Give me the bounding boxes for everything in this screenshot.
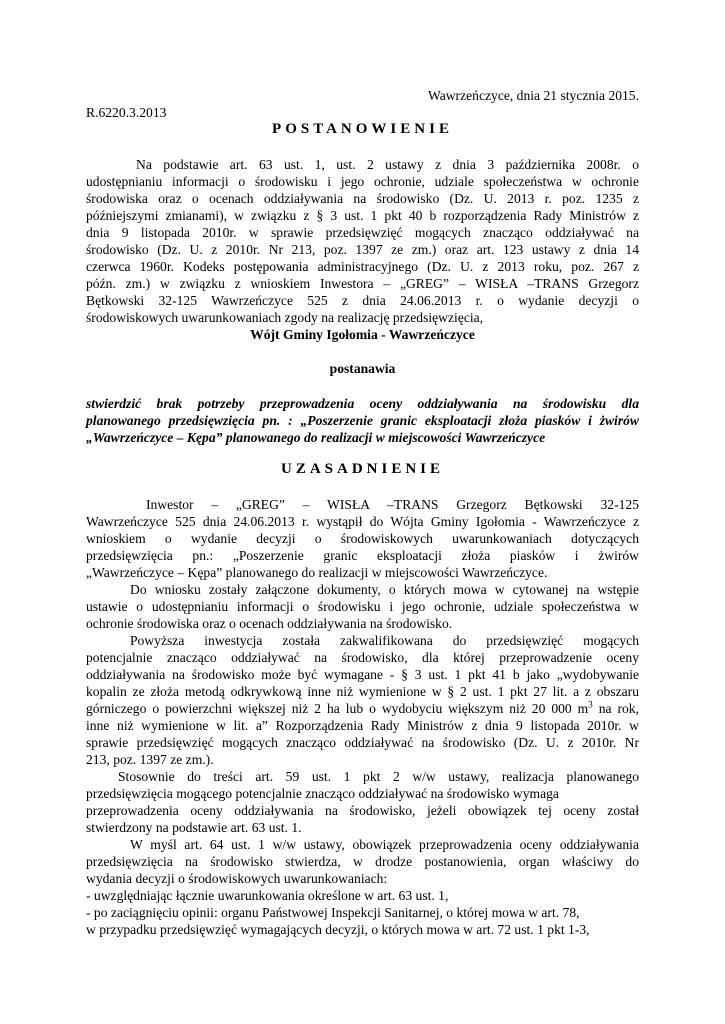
- decision-line: stwierdzić brak potrzeby przeprowadzenia oceny oddziaływania na środowisku dla: [86, 396, 639, 411]
- intro-line: środowiska oraz o ocenach oddziaływania na środowisko (Dz. U. 2013 r. poz. 1235 z: [86, 191, 639, 206]
- intro-line: środowiskowych uwarunkowaniach zgody na realizację przedsięwzięcia,: [86, 310, 484, 325]
- intro-line: udostępnianiu informacji o środowisku i jego ochronie, udziale społeczeństwa w ochronie: [86, 174, 639, 189]
- superscript: 3: [588, 699, 593, 710]
- paragraph-line: inne niż wymienione w lit. a” Rozporządzenia Rady Ministrów z dnia 9 listopada 2010r. w: [86, 718, 639, 733]
- paragraph-line: oddziaływania na środowisko może być wymagane - § 3 ust. 1 pkt 41 b jako „wydobywanie: [86, 667, 639, 682]
- paragraph-line: potencjalnie znacząco oddziaływać na środowisko, dla której przeprowadzenie oceny: [86, 650, 639, 665]
- reference-number: R.6220.3.2013: [86, 105, 167, 120]
- paragraph-line: przedsięwzięcia na środowisko stwierdza, w drodze postanowienia, organ właściwy do: [86, 854, 639, 869]
- paragraph-line: [86, 700, 639, 717]
- decides: postanawia: [329, 361, 396, 376]
- decision-line: planowanego przedsięwzięcia pn. : „Poszerzenie granic eksploatacji złoża piasków i żwirów: [86, 413, 639, 428]
- paragraph-line: w przypadku przedsięwzięć wymagających decyzji, o których mowa w art. 72 ust. 1 pkt 1-3,: [86, 922, 590, 937]
- paragraph-line: Do wniosku zostały załączone dokumenty, o których mowa w cytowanej na wstępie: [130, 582, 639, 597]
- paragraph-line: Powyższa inwestycja została zakwalifikowana do przedsięwzięć mogących: [130, 633, 639, 648]
- intro-line: dnia 9 listopada 2010r. w sprawie przedsięwzięć mogących znacząco oddziaływać na: [86, 225, 639, 240]
- list-item: - po zaciągnięciu opinii: organu Państwowej Inspekcji Sanitarnej, o której mowa w art. 78,: [86, 905, 580, 920]
- intro-line: środowisko (Dz. U. z 2010r. Nr 213, poz. 1397 ze zm.) oraz art. 123 ustawy z dnia 14: [86, 242, 639, 257]
- paragraph-line: przedsięwzięcia mogącego potencjalnie znacząco oddziaływać na środowisko wymaga: [86, 786, 559, 801]
- intro-line: późniejszymi zmianami), w związku z § 3 ust. 1 pkt 40 b rozporządzenia Rady Ministrów z: [86, 208, 639, 223]
- authority: Wójt Gminy Igołomia - Wawrzeńczyce: [250, 327, 475, 342]
- paragraph-line: wnioskiem o wydanie decyzji o środowiskowych uwarunkowaniach dotyczących: [86, 531, 639, 546]
- decision-line: „Wawrzeńczyce – Kępa” planowanego do realizacji w miejscowości Wawrzeńczyce: [86, 430, 546, 445]
- paragraph-text: górniczego o powierzchni większej niż 2 ha lub o wydobyciu większym niż 20 000 m: [86, 701, 589, 716]
- document-title: POSTANOWIENIE: [272, 121, 453, 137]
- paragraph-line: W myśl art. 64 ust. 1 w/w ustawy, obowiązek przeprowadzenia oceny oddziaływania: [130, 837, 639, 852]
- paragraph-line: przeprowadzenia oceny oddziaływania na środowisko, jeżeli obowiązek tej oceny został: [86, 803, 639, 818]
- place-date: Wawrzeńczyce, dnia 21 stycznia 2015.: [427, 88, 639, 103]
- intro-line: Bętkowski 32-125 Wawrzeńczyce 525 z dnia 24.06.2013 r. o wydanie decyzji o: [86, 293, 639, 308]
- intro-line: późn. zm.) w związku z wnioskiem Inwestora – „GREG” – WISŁA –TRANS Grzegorz: [86, 276, 639, 291]
- paragraph-line: sprawie przedsięwzięć mogących znacząco oddziaływać na środowisko (Dz. U. z 2010r. Nr: [86, 735, 639, 750]
- paragraph-line: stwierdzony na podstawie art. 63 ust. 1.: [86, 820, 302, 835]
- paragraph-line: Wawrzeńczyce 525 dnia 24.06.2013 r. wystąpił do Wójta Gminy Igołomia - Wawrzeńczyce z: [86, 514, 639, 529]
- paragraph-line: wydania decyzji o środowiskowych uwarunkowaniach:: [86, 871, 388, 886]
- paragraph-line: kopalin ze złoża metodą odkrywkową inne niż wymienione w § 2 ust. 1 pkt 27 lit. a z obszaru: [86, 684, 639, 699]
- paragraph-text: na rok,: [592, 701, 639, 716]
- paragraph-line: 213, poz. 1397 ze zm.).: [86, 752, 214, 767]
- paragraph-line: przedsięwzięcia pn.: „Poszerzenie granic eksploatacji złoża piasków i żwirów: [86, 548, 639, 563]
- paragraph-line: „Wawrzeńczyce – Kępa” planowanego do realizacji w miejscowości Wawrzeńczyce.: [86, 565, 548, 580]
- intro-line: czerwca 1960r. Kodeks postępowania administracyjnego (Dz. U. z 2013 roku, poz. 267 z: [86, 259, 639, 274]
- paragraph-line: Inwestor – „GREG” – WISŁA –TRANS Grzegorz Bętkowski 32-125: [146, 497, 639, 512]
- paragraph-line: ochronie środowiska oraz o ocenach oddziaływania na środowisko.: [86, 616, 453, 631]
- paragraph-line: ustawie o udostępnianiu informacji o środowisku i jego ochronie, udziale społeczeństwa w: [86, 599, 639, 614]
- paragraph-line: Stosownie do treści art. 59 ust. 1 pkt 2 w/w ustawy, realizacja planowanego: [118, 769, 639, 784]
- list-item: - uwzględniając łącznie uwarunkowania określone w art. 63 ust. 1,: [86, 888, 449, 903]
- intro-line: Na podstawie art. 63 ust. 1, ust. 2 ustawy z dnia 3 października 2008r. o: [136, 157, 639, 172]
- justification-title: UZASADNIENIE: [280, 461, 445, 477]
